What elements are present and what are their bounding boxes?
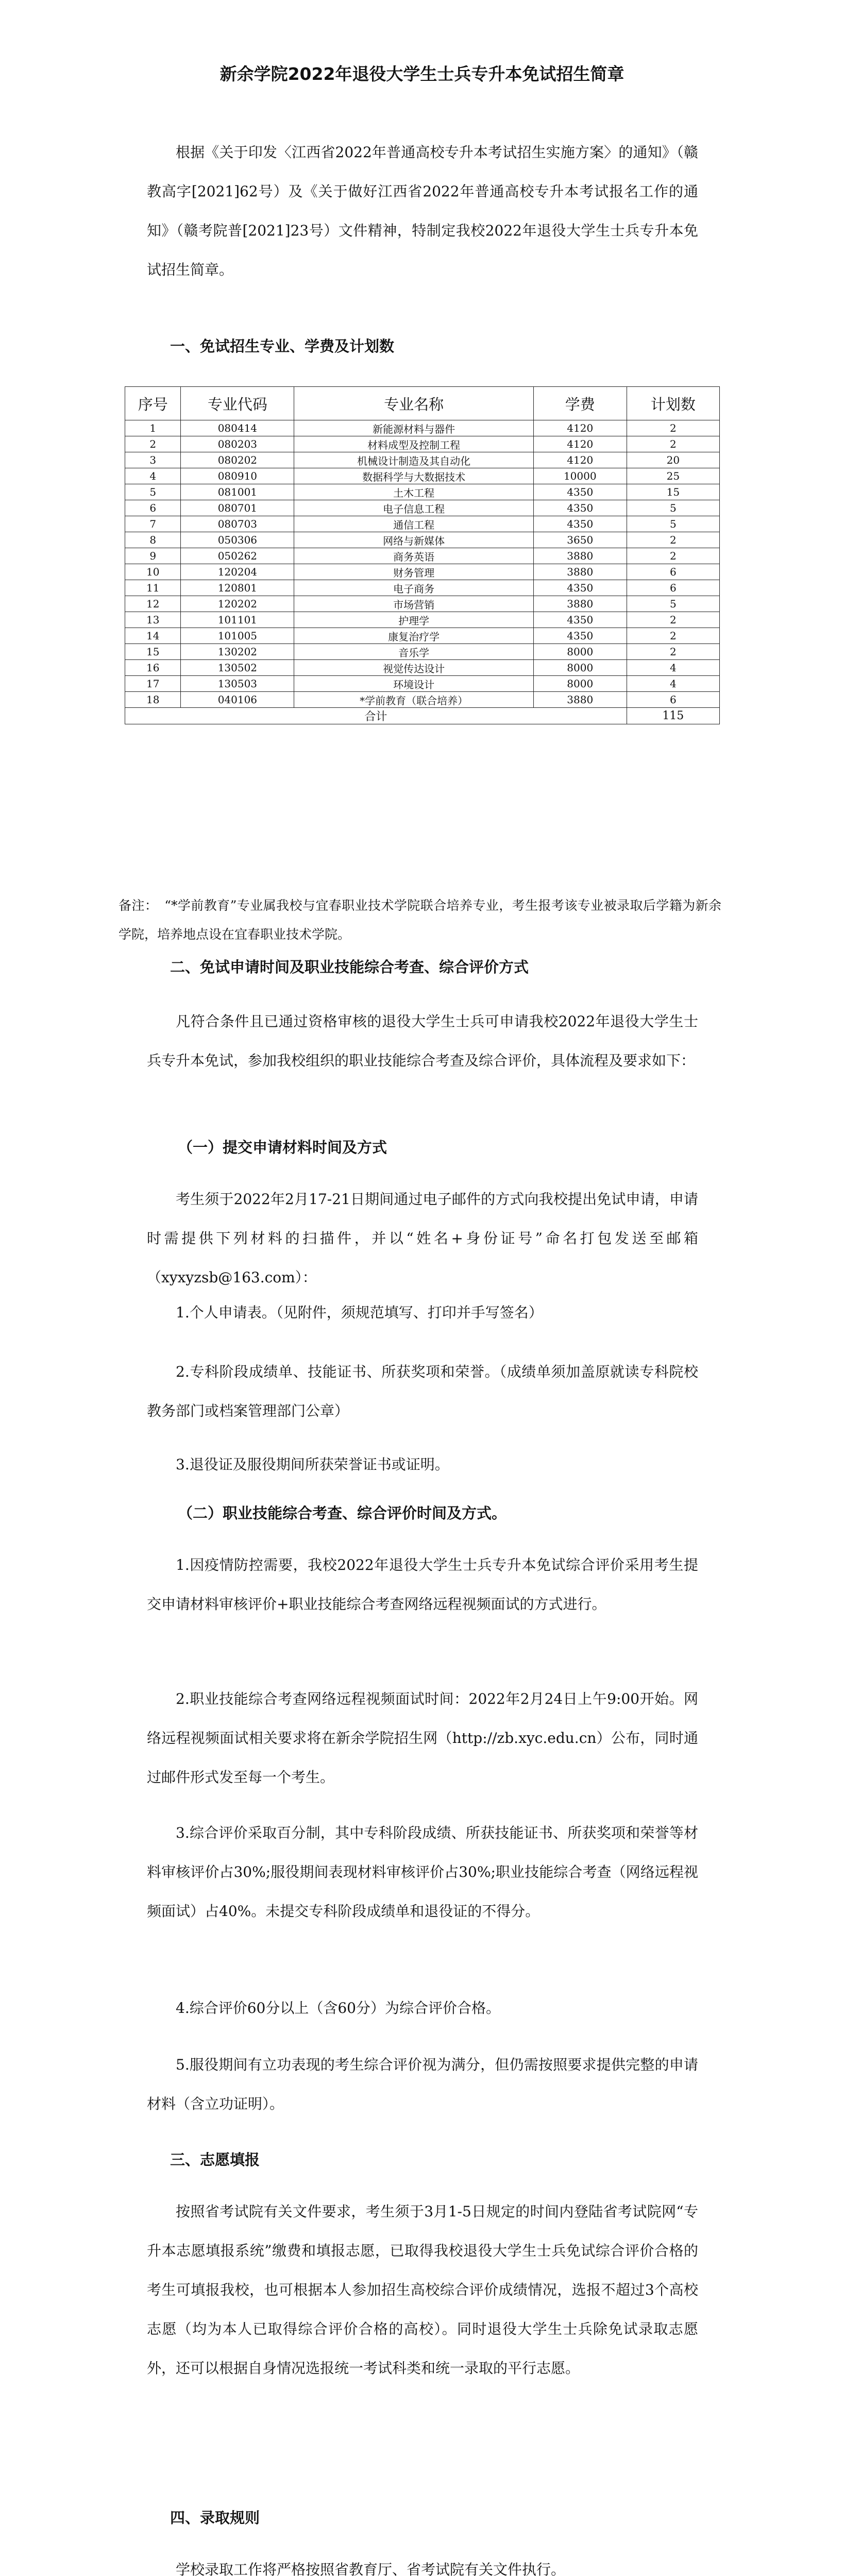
row-major: *学前教育（联合培养） [294,692,534,708]
row-plan: 2 [627,532,719,548]
row-fee: 3880 [533,548,627,564]
table-header-row [125,387,720,420]
material-item-2: 2.专科阶段成绩单、技能证书、所获奖项和荣誉。（成绩单须加盖原就读专科院校教务部门或档案管理部门公章） [147,1363,698,1419]
row-plan: 6 [627,580,719,596]
table-row [125,580,720,596]
row-major: 视觉传达设计 [294,660,534,676]
row-code: 130502 [181,660,294,676]
row-plan: 5 [627,500,719,516]
row-plan: 2 [627,628,719,644]
row-index: 3 [125,452,181,468]
row-code: 120801 [181,580,294,596]
row-code: 050306 [181,532,294,548]
row-index: 1 [125,420,181,436]
row-index: 18 [125,692,181,708]
section3-paragraph: 按照省考试院有关文件要求，考生须于3月1-5日规定的时间内登陆省考试院网“专升本志愿填报系统”缴费和填报志愿，已取得我校退役大学生士兵免试综合评价合格的考生可填报我校，也可根据本人参加招生高校综合评价成绩情况，选报不超过3个高校志愿（均为本人已取得综合评价合格的高校）。同时退役大学生士兵除免试录取志愿外，还可以根据自身情况选报统一考试科类和统一录取的平行志愿。 [147,2203,698,2377]
row-code: 120204 [181,564,294,580]
table-row [125,564,720,580]
section4-paragraph: 学校录取工作将严格按照省教育厅、省考试院有关文件执行。 [176,2561,566,2576]
header-code: 专业代码 [181,387,294,420]
row-plan: 6 [627,564,719,580]
row-fee: 4350 [533,612,627,628]
row-code: 080414 [181,420,294,436]
row-fee: 8000 [533,660,627,676]
row-major: 数据科学与大数据技术 [294,468,534,484]
row-code: 080703 [181,516,294,532]
row-fee: 4120 [533,452,627,468]
page-title: 新余学院2022年退役大学生士兵专升本免试招生简章 [220,64,624,84]
table-row [125,500,720,516]
row-fee: 3880 [533,596,627,612]
material-item-3: 3.退役证及服役期间所获荣誉证书或证明。 [176,1456,449,1473]
row-fee: 4350 [533,500,627,516]
row-plan: 2 [627,436,719,452]
row-index: 5 [125,484,181,500]
table-row [125,660,720,676]
row-code: 101005 [181,628,294,644]
row-major: 护理学 [294,612,534,628]
row-major: 音乐学 [294,644,534,660]
section-heading-3: 三、志愿填报 [170,2151,260,2168]
row-code: 080701 [181,500,294,516]
row-plan: 2 [627,548,719,564]
intro-paragraph: 根据《关于印发〈江西省2022年普通高校专升本考试招生实施方案〉的通知》（赣教高字[2021]62号）及《关于做好江西省2022年普通高校专升本考试报名工作的通知》（赣考院普[2021]23号）文件精神，特制定我校2022年退役大学生士兵专升本免试招生简章。 [147,144,698,278]
row-plan: 20 [627,452,719,468]
table-note: 备注： “*学前教育”专业属我校与宜春职业技术学院联合培养专业，考生报考该专业被录取后学籍为新余学院，培养地点设在宜春职业技术学院。 [119,898,721,942]
table-row [125,516,720,532]
section-heading-1: 一、免试招生专业、学费及计划数 [170,337,395,355]
row-index: 17 [125,676,181,692]
row-plan: 2 [627,612,719,628]
table-row [125,452,720,468]
table-row [125,596,720,612]
section2-paragraph: 凡符合条件且已通过资格审核的退役大学生士兵可申请我校2022年退役大学生士兵专升本免试，参加我校组织的职业技能综合考查及综合评价，具体流程及要求如下： [147,1013,698,1069]
section-heading-4: 四、录取规则 [170,2509,260,2527]
row-code: 120202 [181,596,294,612]
row-major: 环境设计 [294,676,534,692]
assessment-item-5: 5.服役期间有立功表现的考生综合评价视为满分，但仍需按照要求提供完整的申请材料（含立功证明）。 [147,2056,698,2112]
assessment-item-3: 3.综合评价采取百分制，其中专科阶段成绩、所获技能证书、所获奖项和荣誉等材料审核评价占30%;服役期间表现材料审核评价占30%;职业技能综合考查（网络远程视频面试）占40%。未提交专科阶段成绩单和退役证的不得分。 [147,1824,698,1920]
row-fee: 4350 [533,580,627,596]
row-major: 电子商务 [294,580,534,596]
row-major: 市场营销 [294,596,534,612]
header-plan: 计划数 [627,387,719,420]
row-code: 080910 [181,468,294,484]
table-row [125,676,720,692]
row-major: 机械设计制造及其自动化 [294,452,534,468]
row-major: 新能源材料与器件 [294,420,534,436]
row-code: 080202 [181,452,294,468]
table-row [125,468,720,484]
row-major: 商务英语 [294,548,534,564]
subheading-2-2: （二）职业技能综合考查、综合评价时间及方式。 [178,1504,507,1522]
subheading-2-1: （一）提交申请材料时间及方式 [178,1139,387,1156]
assessment-item-1: 1.因疫情防控需要，我校2022年退役大学生士兵专升本免试综合评价采用考生提交申请材料审核评价+职业技能综合考查网络远程视频面试的方式进行。 [147,1556,698,1613]
row-plan: 6 [627,692,719,708]
row-code: 130503 [181,676,294,692]
row-index: 8 [125,532,181,548]
row-fee: 4350 [533,484,627,500]
section2-submission-paragraph: 考生须于2022年2月17-21日期间通过电子邮件的方式向我校提出免试申请，申请时需提供下列材料的扫描件，并以“姓名+身份证号”命名打包发送至邮箱（xyxyzsb@163.com）： [147,1191,698,1286]
row-plan: 25 [627,468,719,484]
row-major: 康复治疗学 [294,628,534,644]
row-index: 6 [125,500,181,516]
row-major: 通信工程 [294,516,534,532]
row-plan: 15 [627,484,719,500]
row-index: 14 [125,628,181,644]
row-plan: 5 [627,516,719,532]
table-total-row [125,708,720,724]
table-row [125,532,720,548]
row-fee: 8000 [533,676,627,692]
row-fee: 4350 [533,628,627,644]
row-code: 080203 [181,436,294,452]
row-code: 040106 [181,692,294,708]
table-row [125,484,720,500]
table-row [125,436,720,452]
row-index: 10 [125,564,181,580]
row-fee: 3880 [533,564,627,580]
section-heading-2: 二、免试申请时间及职业技能综合考查、综合评价方式 [170,958,529,976]
row-index: 16 [125,660,181,676]
row-index: 7 [125,516,181,532]
row-fee: 8000 [533,644,627,660]
row-index: 11 [125,580,181,596]
header-index: 序号 [125,387,181,420]
total-value: 115 [627,708,719,724]
header-major: 专业名称 [294,387,534,420]
row-index: 12 [125,596,181,612]
table-row [125,612,720,628]
assessment-item-4: 4.综合评价60分以上（含60分）为综合评价合格。 [176,1999,500,2016]
row-code: 081001 [181,484,294,500]
table-row [125,628,720,644]
row-major: 电子信息工程 [294,500,534,516]
header-fee: 学费 [533,387,627,420]
row-code: 050262 [181,548,294,564]
material-item-1: 1.个人申请表。（见附件，须规范填写、打印并手写签名） [176,1304,543,1321]
row-index: 15 [125,644,181,660]
row-major: 网络与新媒体 [294,532,534,548]
row-plan: 5 [627,596,719,612]
table-row [125,420,720,436]
row-fee: 4120 [533,436,627,452]
row-plan: 4 [627,660,719,676]
row-plan: 4 [627,676,719,692]
row-fee: 3880 [533,692,627,708]
table-row [125,692,720,708]
assessment-item-2: 2.职业技能综合考查网络远程视频面试时间：2022年2月24日上午9:00开始。网络远程视频面试相关要求将在新余学院招生网（http://zb.xyc.edu.cn）公布，同时通过邮件形式发至每一个考生。 [147,1690,698,1786]
row-major: 财务管理 [294,564,534,580]
total-label: 合计 [125,708,627,724]
table-row [125,644,720,660]
row-fee: 10000 [533,468,627,484]
row-major: 土木工程 [294,484,534,500]
row-code: 101101 [181,612,294,628]
row-major: 材料成型及控制工程 [294,436,534,452]
row-index: 2 [125,436,181,452]
row-fee: 3650 [533,532,627,548]
row-index: 13 [125,612,181,628]
row-fee: 4120 [533,420,627,436]
row-index: 4 [125,468,181,484]
row-plan: 2 [627,420,719,436]
row-fee: 4350 [533,516,627,532]
enrollment-table [125,386,720,724]
row-index: 9 [125,548,181,564]
row-code: 130202 [181,644,294,660]
row-plan: 2 [627,644,719,660]
table-row [125,548,720,564]
